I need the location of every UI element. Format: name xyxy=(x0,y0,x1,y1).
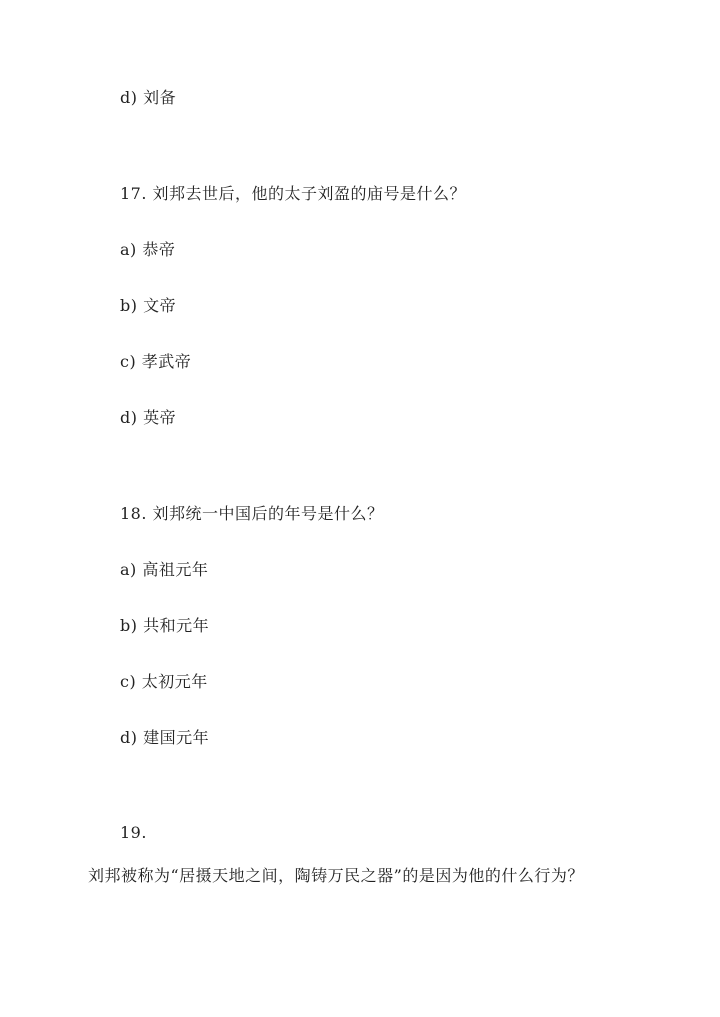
q18-option-b: b) 共和元年 xyxy=(120,616,210,635)
q18-question: 18. 刘邦统一中国后的年号是什么？ xyxy=(120,504,384,523)
q18-option-c: c) 太初元年 xyxy=(120,672,208,691)
q17-option-c: c) 孝武帝 xyxy=(120,352,192,371)
q18-option-a: a) 高祖元年 xyxy=(120,560,209,579)
q17-option-b: b) 文帝 xyxy=(120,296,177,315)
q19-number: 19. xyxy=(120,823,147,842)
q17-option-a: a) 恭帝 xyxy=(120,240,176,259)
q19-question: 刘邦被称为“居摄天地之间，陶铸万民之器”的是因为他的什么行为？ xyxy=(88,866,584,885)
q17-question: 17. 刘邦去世后，他的太子刘盈的庙号是什么？ xyxy=(120,184,467,203)
q17-option-d: d) 英帝 xyxy=(120,408,177,427)
q16-option-d: d) 刘备 xyxy=(120,88,177,107)
q18-option-d: d) 建国元年 xyxy=(120,728,210,747)
